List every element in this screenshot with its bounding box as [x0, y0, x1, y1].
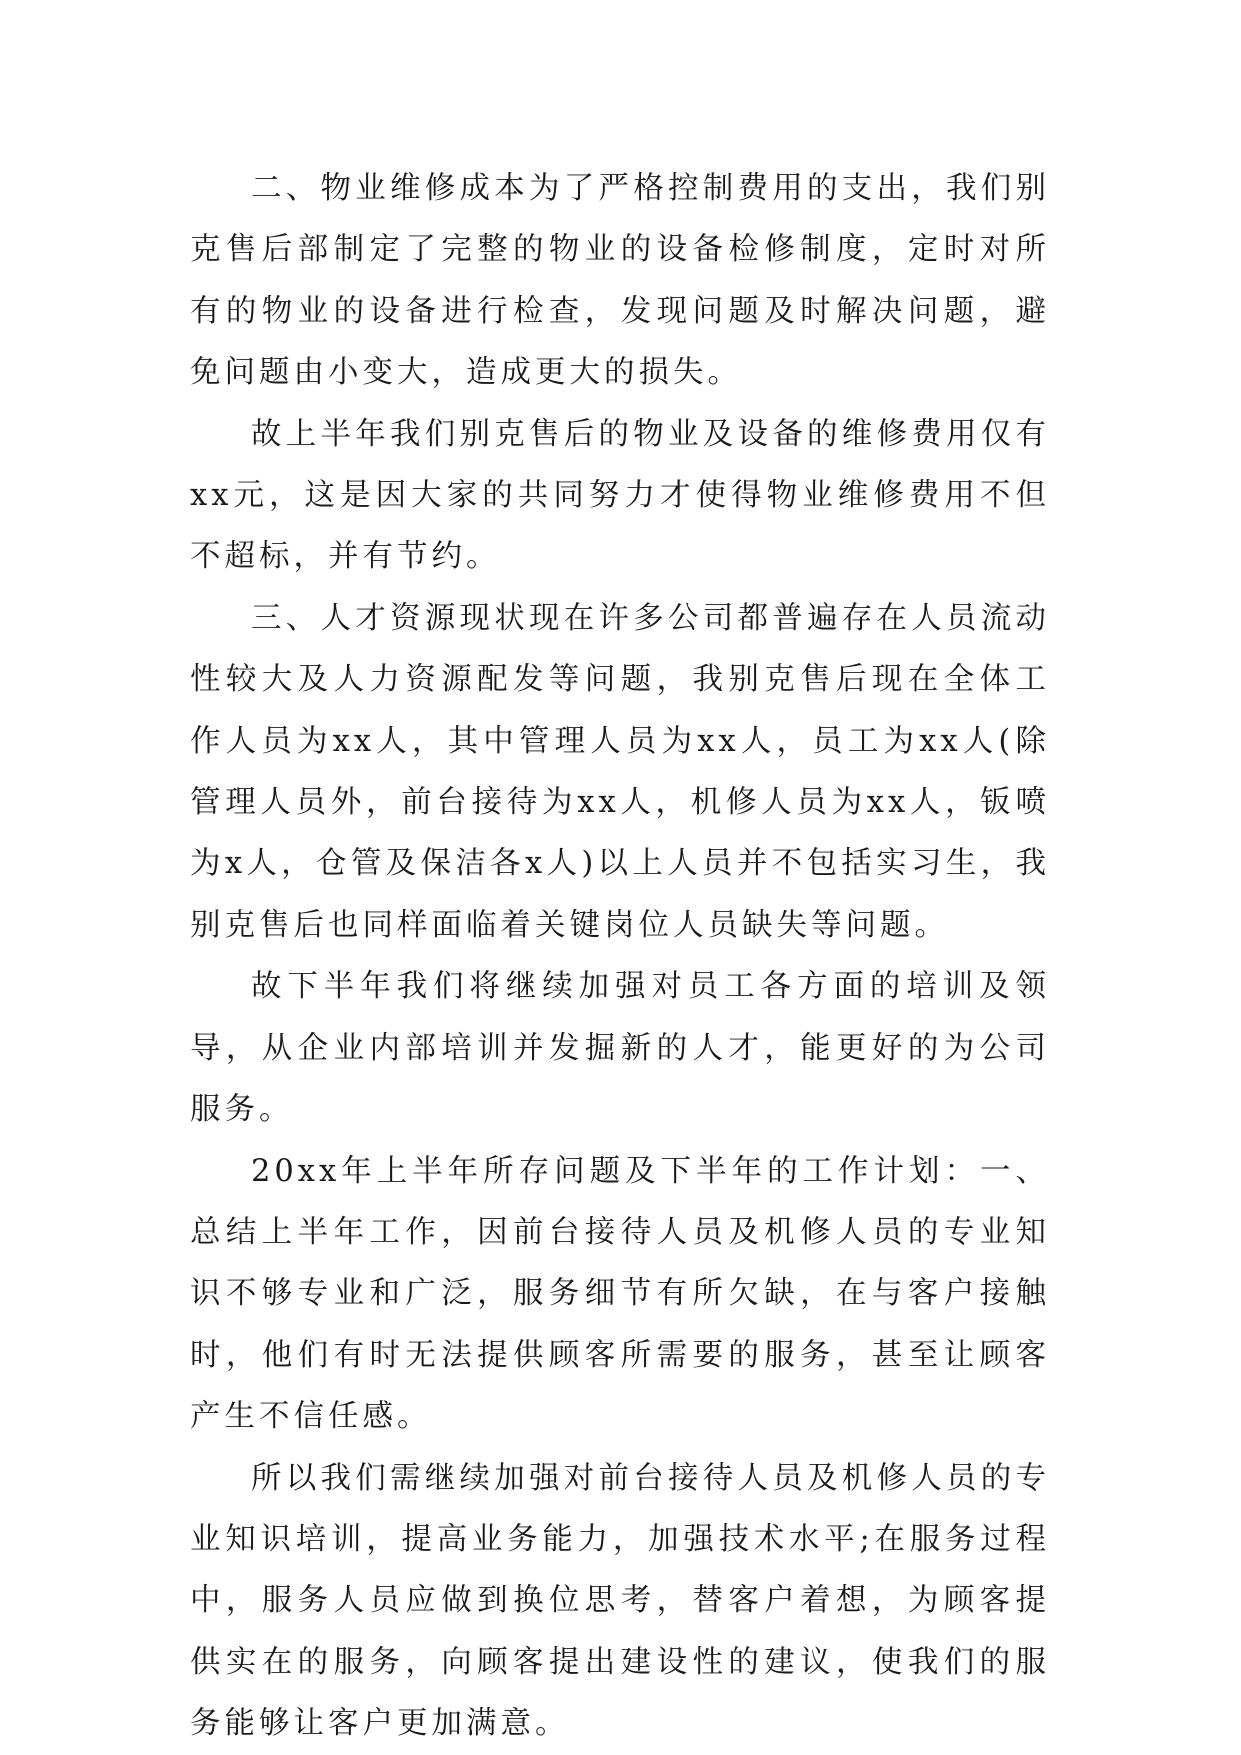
paragraph-human-resources: 三、人才资源现状现在许多公司都普遍存在人员流动性较大及人力资源配发等问题，我别克售后现在全体工作人员为xx人，其中管理人员为xx人，员工为xx人(除管理人员外，前台接待为xx人，机修人员为xx人，钣喷为x人，仓管及保洁各x人)以上人员并不包括实习生，我别克售后也同样面临着关键岗位人员缺失等问题。: [190, 600, 1050, 943]
paragraph-half-year-summary: 20xx年上半年所存问题及下半年的工作计划：一、总结上半年工作，因前台接待人员及机修人员的专业知识不够专业和广泛，服务细节有所欠缺，在与客户接触时，他们有时无法提供顾客所需要的服务，甚至让顾客产生不信任感。: [190, 1153, 1050, 1435]
paragraph-maintenance-cost: 二、物业维修成本为了严格控制费用的支出，我们别克售后部制定了完整的物业的设备检修制度，定时对所有的物业的设备进行检查，发现问题及时解决问题，避免问题由小变大，造成更大的损失。: [190, 171, 1050, 391]
paragraph-service-improvement: 所以我们需继续加强对前台接待人员及机修人员的专业知识培训，提高业务能力，加强技术水平;在服务过程中，服务人员应做到换位思考，替客户着想，为顾客提供实在的服务，向顾客提出建设性的建议，使我们的服务能够让客户更加满意。: [190, 1460, 1050, 1742]
paragraph-training-plan: 故下半年我们将继续加强对员工各方面的培训及领导，从企业内部培训并发掘新的人才，能更好的为公司服务。: [190, 969, 1050, 1128]
paragraph-maintenance-result: 故上半年我们别克售后的物业及设备的维修费用仅有xx元，这是因大家的共同努力才使得物业维修费用不但不超标，并有节约。: [190, 416, 1050, 575]
document-body: [190, 158, 1050, 1755]
